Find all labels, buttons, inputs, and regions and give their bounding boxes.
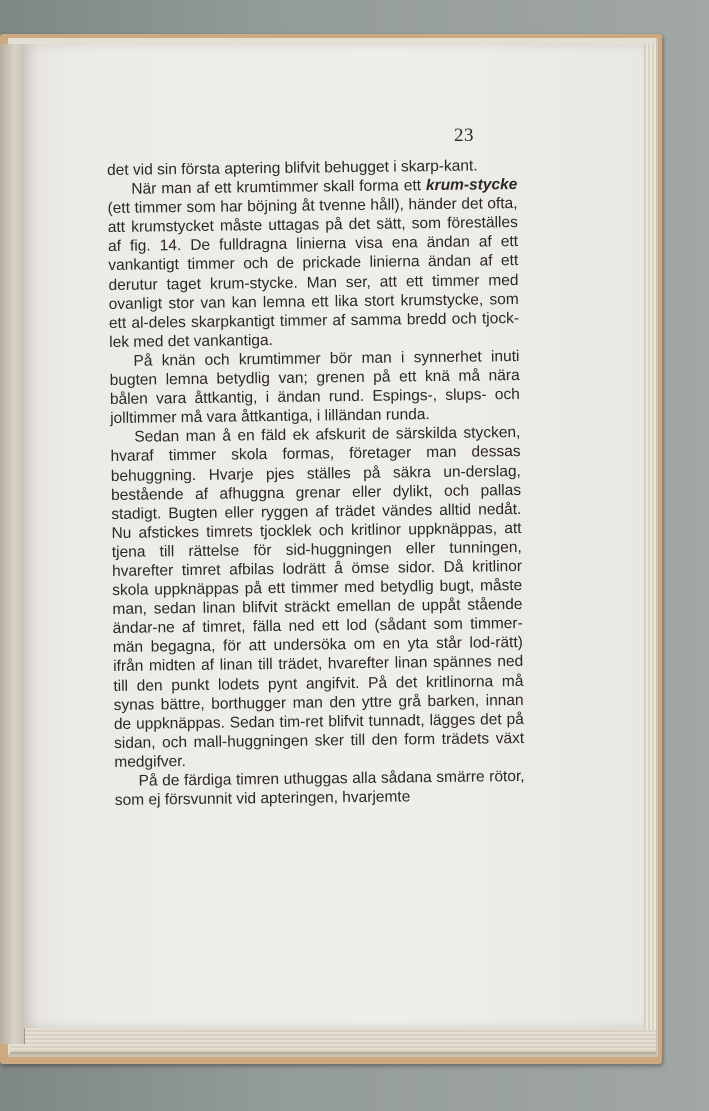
- page-edges-bottom: [10, 1030, 656, 1054]
- book-page: [24, 44, 645, 1028]
- page-number: 23: [454, 125, 474, 146]
- text-run: På knän och krumtimmer bör man i synnerhet inuti bugten lemna betydlig van; grenen på ett knä må nära bålen vara åttkantig, i ändan rund. Espings-, slups- och jolltimmer må vara åttkantiga, i lilländan runda.: [109, 347, 520, 428]
- text-run: Sedan man å en fäld ek afskurit de särskilda stycken, hvaraf timmer skola formas, företager man dessas behuggning. Hvarje pjes ställes på säkra un-derslag, bestående af afhuggna grenar eller dylikt, och pallas stadigt. Bugten eller ryggen af trädet vändes alltid nedåt. Nu afstickes timrets tjocklek och kritlinor uppknäppas, att tjena till rättelse för sid-huggningen eller tunningen, hvarefter timret afbilas lodrätt å ömse sidor. Då kritlinor skola uppknäppas på ett timmer med betydlig bugt, måste man, sedan linan blifvit sträckt emellan de uppåt stående ändar-ne af timret, fälla ned ett lod (sådant som timmer-män begagna, för att undersöka om en yta står lod-rätt) ifrån midten af linan till trädet, hvarefter linan spännes ned till den punkt lodets pynt angifvit. På det kritlinorna må synas bättre, borthugger man den yttre grå barken, innan de uppknäppas. Sedan tim-ret blifvit tunnadt, lägges det på sidan, och mall-huggningen sker till den form trädets växt medgifver.: [110, 424, 525, 771]
- paragraph: [107, 175, 519, 352]
- paragraph: [109, 347, 520, 428]
- page-edges-right: [644, 44, 656, 1032]
- text-run: (ett timmer som har böjning åt tvenne håll), händer det ofta, att krumstycket måste uttagas på det sätt, som föreställes af fig. 14. De fulldragna linierna visa ena ändan af ett vankantigt timmer och de prickade linierna ändan af ett derutur taget krum-stycke. Man ser, att ett timmer med ovanligt stor van kan lemna ett lika stort krumstycke, som ett al-deles skarpkantigt timmer af samma bredd och tjock-lek med det vankantiga.: [107, 195, 520, 351]
- paragraph: [110, 423, 524, 772]
- text-run: det vid sin första aptering blifvit behugget i skarp-kant.: [107, 157, 478, 179]
- text-run: När man af ett krumtimmer skall forma ett: [131, 177, 427, 198]
- emphasized-term: krum-stycke: [425, 176, 518, 195]
- text-run: På de färdiga timren uthuggas alla sådana smärre rötor, som ej försvunnit vid apteringen, hvarjemte: [114, 767, 525, 810]
- paragraph: [114, 767, 524, 810]
- facing-page-edge: [0, 44, 25, 1044]
- body-text: [107, 156, 525, 810]
